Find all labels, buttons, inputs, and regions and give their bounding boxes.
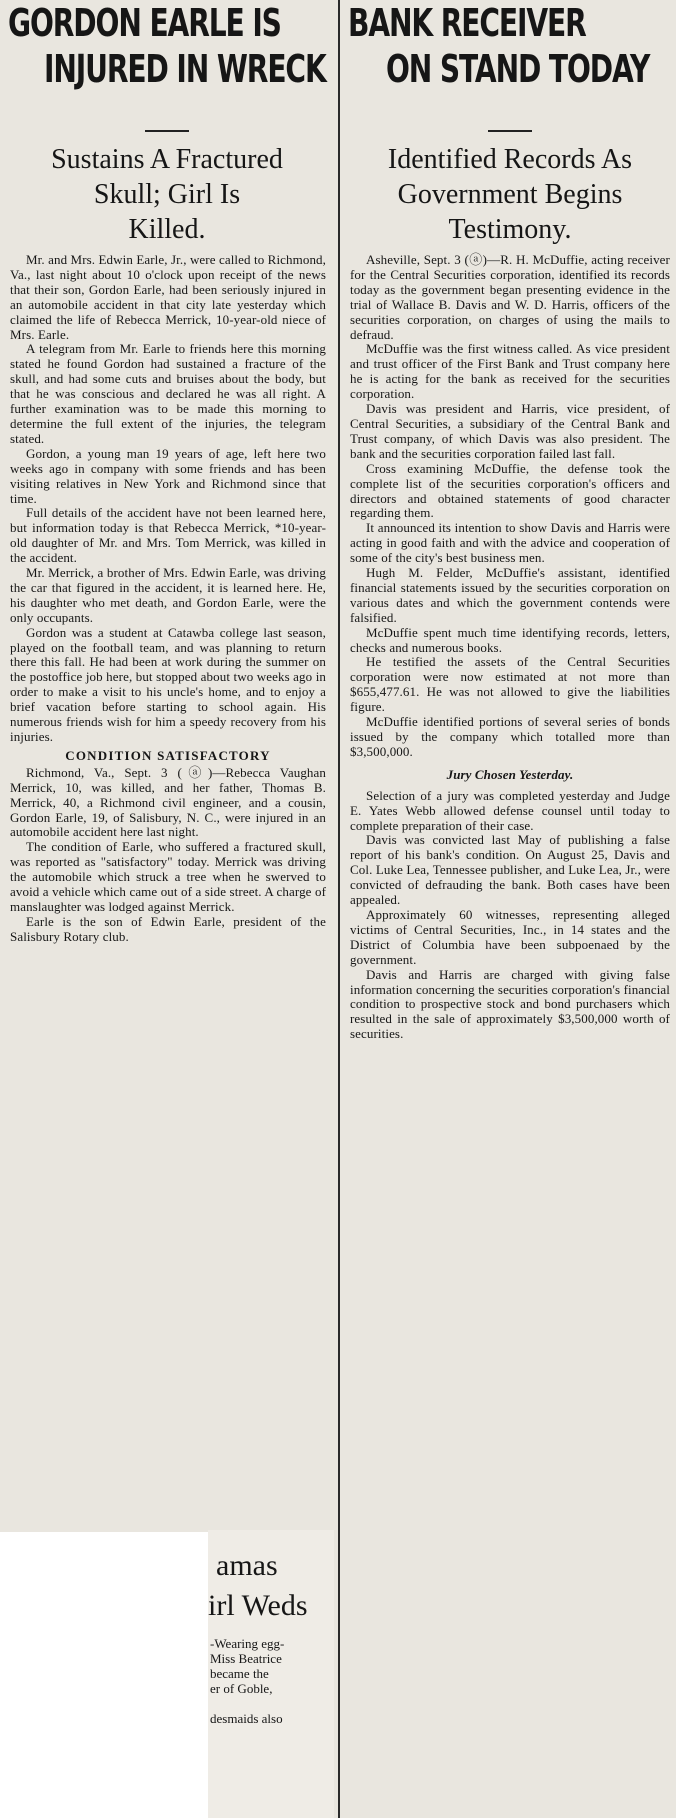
right-paragraph: Selection of a jury was completed yesterday and Judge E. Yates Webb allowed defense counsel until today to complete preparation of their case. [350,787,670,833]
clipping-line [210,1696,334,1711]
left-body [10,253,326,945]
left-paragraph: The condition of Earle, who suffered a fractured skull, was reported as "satisfactory" today. Merrick was driving the automobile which struck a tree when he swerved to avoid a vehicle which came out of a side street. A charge of manslaughter was lodged against Merrick. [10,839,326,914]
right-paragraph: It announced its intention to show Davis and Harris were acting in good faith and with the advice and cooperation of some of the city's best business men. [350,520,670,566]
right-subhead: Jury Chosen Yesterday. [446,766,574,782]
right-paragraph: McDuffie identified portions of several series of bonds issued by the company which totalled more than $3,500,000. [350,714,670,759]
clipping-title-2: irl Weds [208,1589,308,1622]
left-paragraph: Gordon was a student at Catawba college last season, played on the football team, and was planning to return there this fall. He had been at work during the summer on the postoffice job here, but stopped about two weeks ago in order to make a visit to his uncle's home, and to enjoy a brief vacation before starting to school again. His numerous friends wish for him a speedy recovery from his injuries. [10,624,326,744]
clipping-line: er of Goble, [210,1681,273,1696]
clipping-title-1: amas [216,1549,278,1582]
left-paragraph: Full details of the accident have not been learned here, but information today is that Rebecca Merrick, *10-year-old daughter of Mr. and Mrs. Tom Merrick, was killed in the accident. [10,505,326,566]
left-paragraph: Mr. and Mrs. Edwin Earle, Jr., were called to Richmond, Va., last night about 10 o'clock upon receipt of the news that their son, Gordon Earle, had been seriously injured in an automobile accident in that city late yesterday which claimed the life of Rebecca Merrick, 10-year-old niece of Mrs. Earle. [10,252,326,342]
right-headline [344,0,676,100]
clipping-line: -Wearing egg- [210,1636,285,1651]
right-paragraph: He testified the assets of the Central Securities corporation were now estimated at not more than $655,477.61. He was not allowed to give the liabilities figure. [350,654,670,715]
right-article [344,0,676,1818]
left-headline [0,0,334,100]
clipping-line: desmaids also [210,1711,283,1726]
right-deck-line-3: Testimony. [448,214,572,245]
partial-clipping [208,1530,334,1818]
left-deck-line-1: Sustains A Fractured [51,144,283,175]
left-paragraph: Gordon, a young man 19 years of age, left here two weeks ago in company with some friends and has been visiting relatives in New York and Richmond since that time. [10,445,326,506]
left-headline-divider [145,130,189,132]
right-paragraph: Davis and Harris are charged with giving false information concerning the securities corporation's financial condition to prospective stock and bond purchasers which resulted in the sale of approximately $3,500,000 worth of securities. [350,966,670,1042]
right-paragraph: Davis was convicted last May of publishing a false report of his bank's condition. On August 25, Davis and Col. Luke Lea, Tennessee publisher, and Luke Lea, Jr., were convicted of defrauding the bank. Both cases have been appealed. [350,832,670,908]
right-deck-line-1: Identified Records As [387,144,633,175]
left-paragraph: Richmond, Va., Sept. 3 (ⓐ)—Rebecca Vaughan Merrick, 10, was killed, and her father, Thomas B. Merrick, 40, a Richmond civil engineer, and a cousin, Gordon Earle, 19, of Salisbury, N. C., were injured in an automobile accident here last night. [10,764,326,840]
clipping-line: Miss Beatrice [210,1651,282,1666]
right-paragraph: Hugh M. Felder, McDuffie's assistant, identified financial statements issued by the securities corporation on various dates and which the government contends were falsified. [350,565,670,625]
right-headline-line-1: BANK RECEIVER [348,1,586,45]
right-body [350,253,670,1042]
clipping-line: became the [210,1666,269,1681]
left-paragraph: A telegram from Mr. Earle to friends here this morning stated he found Gordon had sustained a fracture of the skull, and had some cuts and bruises about the body, but that he was conscious and declared he was all right. A further examination was to be made this morning to determine the full extent of the injuries, the telegram stated. [10,341,326,446]
left-headline-line-1: GORDON EARLE IS [8,1,281,45]
right-paragraph: Davis was president and Harris, vice president, of Central Securities, a subsidiary of the Central Bank and Trust company, of which Davis was also president. The bank and the securities corporation failed last fall. [350,401,670,461]
left-paragraph: Earle is the son of Edwin Earle, president of the Salisbury Rotary club. [10,913,326,944]
left-subhead: CONDITION SATISFACTORY [65,747,271,763]
right-headline-line-2: ON STAND TODAY [386,47,650,91]
right-paragraph: Asheville, Sept. 3 (ⓐ)—R. H. McDuffie, acting receiver for the Central Securities corporation, identified its records today as the government began presenting evidence in the trial of Wallace B. Davis and W. D. Harris, officers of the securities corporation, on charges of using the mails to defraud. [350,252,670,342]
left-headline-line-2: INJURED IN WRECK [44,47,326,91]
right-headline-divider [488,130,532,132]
right-paragraph: Cross examining McDuffie, the defense took the complete list of the securities corporation's officers and directors and obtained statements of good character regarding them. [350,460,670,521]
left-deck-line-3: Killed. [128,214,206,245]
left-deck [4,142,330,247]
left-deck-line-2: Skull; Girl Is [93,179,241,210]
left-paragraph: Mr. Merrick, a brother of Mrs. Edwin Earle, was driving the car that figured in the accident, it is learned here. He, his daughter who met death, and Gordon Earle, were the only occupants. [10,565,326,625]
blank-page-area [0,1532,208,1818]
right-paragraph: Approximately 60 witnesses, representing alleged victims of Central Securities, Inc., in 14 states and the District of Columbia have been subpoenaed by the government. [350,906,670,967]
right-deck-line-2: Government Begins [397,179,623,210]
right-deck [348,142,672,247]
right-paragraph: McDuffie spent much time identifying records, letters, checks and numerous books. [350,624,670,655]
right-paragraph: McDuffie was the first witness called. As vice president and trust officer of the First Bank and Trust company here he is acting for the bank as received for the securities corporation. [350,341,670,402]
column-rule [338,0,340,1818]
